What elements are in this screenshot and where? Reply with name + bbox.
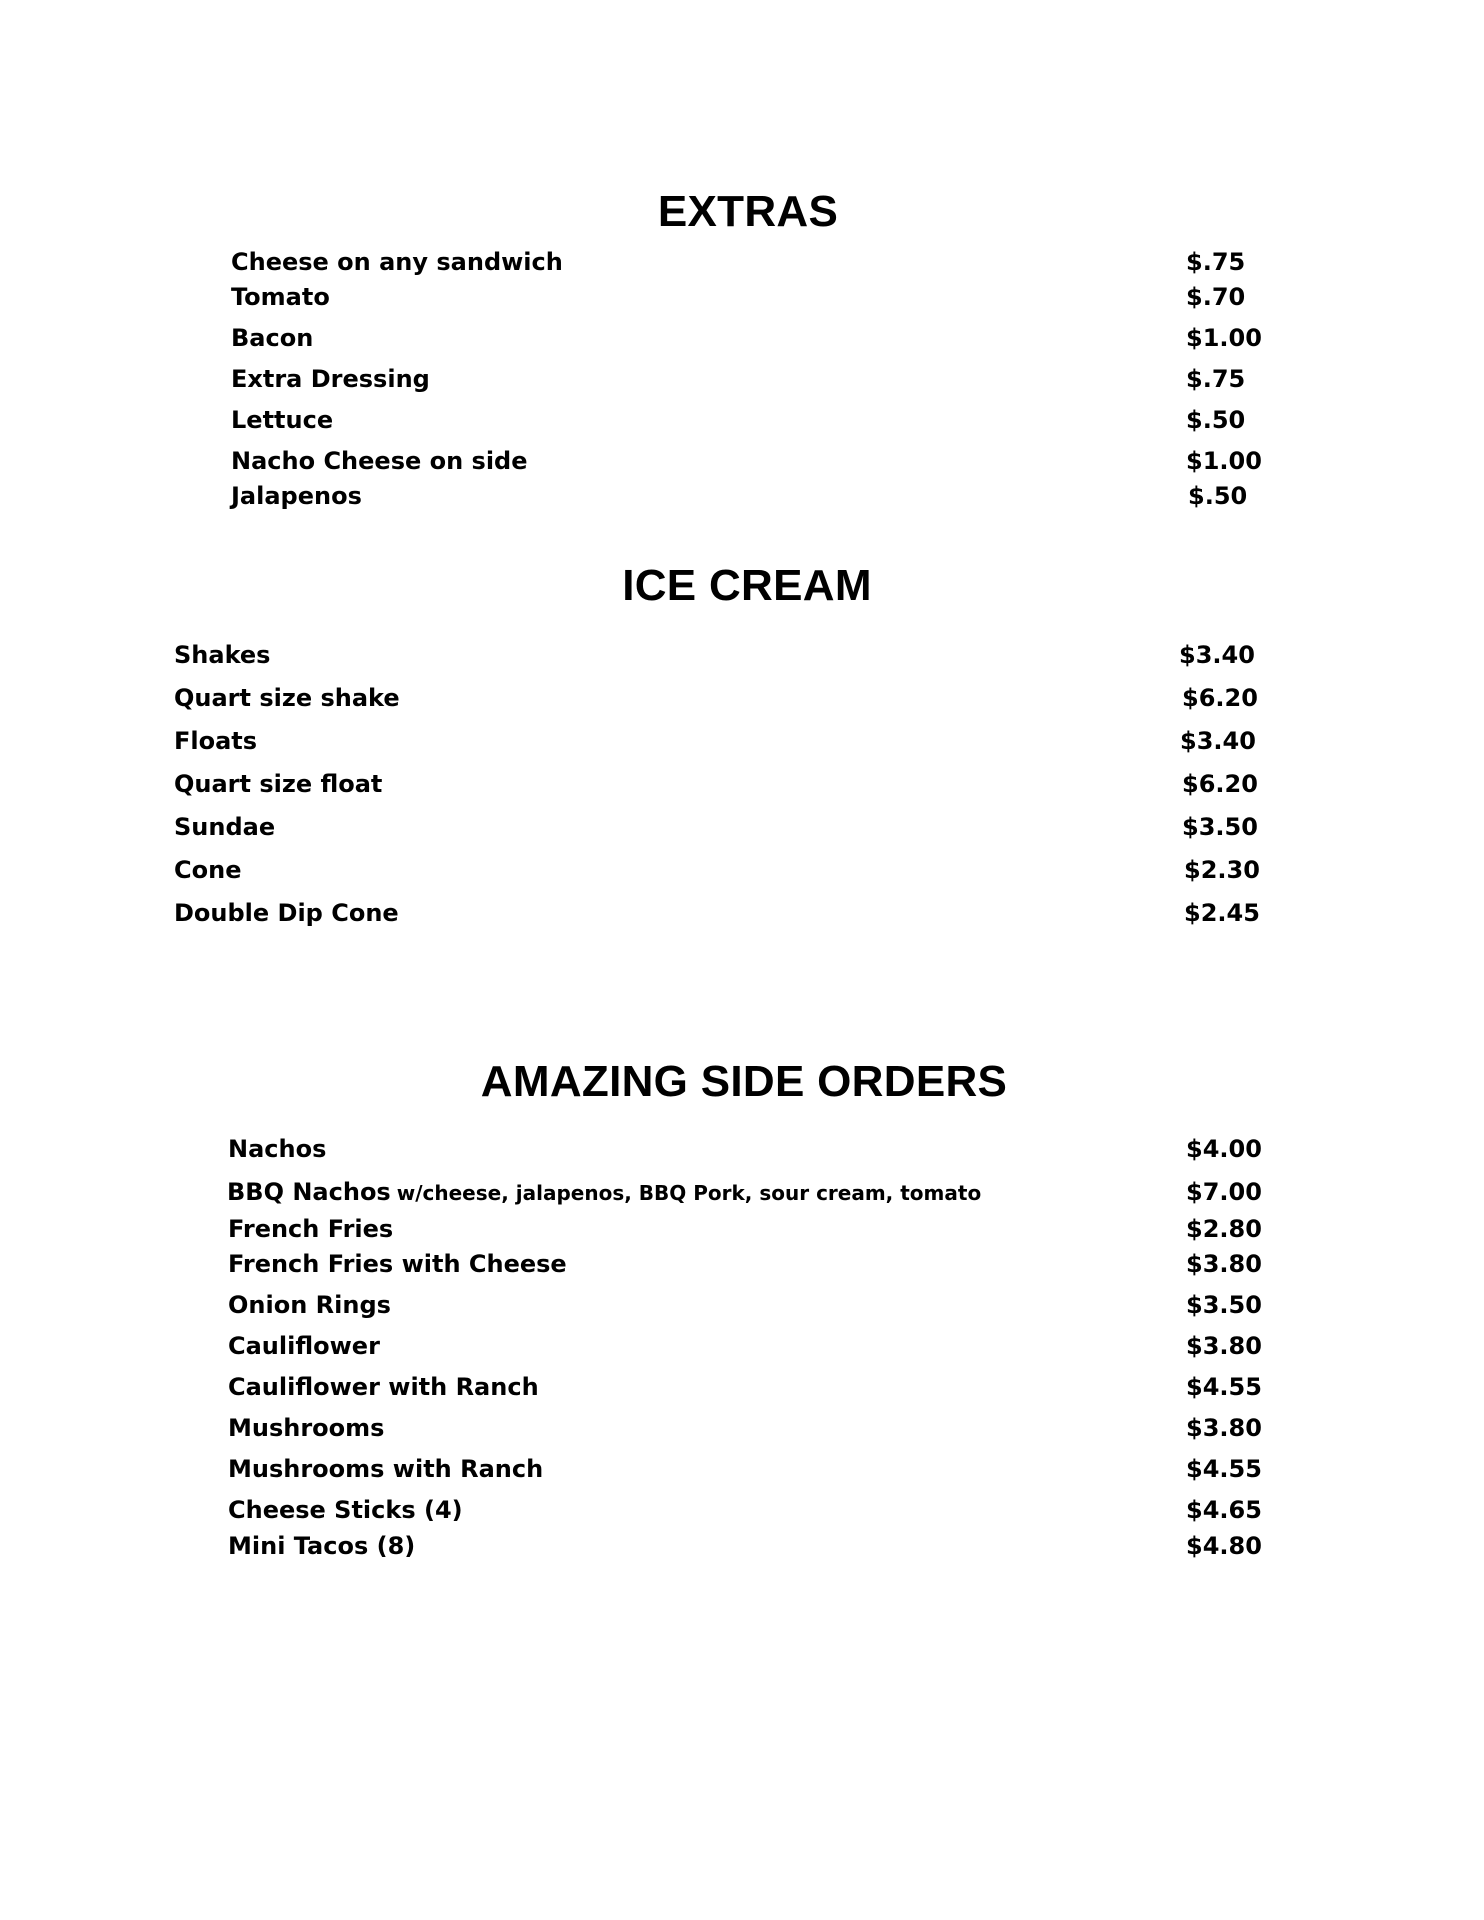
item-price: $3.40 [1180,727,1256,755]
item-name: French Fries with Cheese [228,1250,567,1278]
item-price: $4.55 [1186,1455,1262,1483]
item-price: $6.20 [1182,684,1258,712]
item-name: Cauliflower with Ranch [228,1373,539,1401]
item-price: $1.00 [1186,447,1262,475]
item-price: $.75 [1186,248,1246,276]
item-price: $4.00 [1186,1135,1262,1163]
item-name: Cauliflower [228,1332,380,1360]
item-name: Floats [174,727,258,755]
item-name: Cone [174,856,242,884]
item-price: $3.40 [1179,641,1255,669]
item-price: $2.80 [1186,1215,1262,1243]
item-name: Mushrooms with Ranch [228,1455,544,1483]
item-name: Double Dip Cone [174,899,399,927]
item-name: Nachos [228,1135,327,1163]
item-name: Shakes [174,641,271,669]
item-name: BBQ Nachos [227,1178,391,1206]
item-name: Nacho Cheese on side [231,447,528,475]
ice-cream-heading: ICE CREAM [622,561,872,610]
item-name: Lettuce [231,406,334,434]
item-name: Tomato [231,283,330,311]
item-name: Bacon [231,324,314,352]
item-price: $2.30 [1184,856,1260,884]
item-price: $3.80 [1186,1332,1262,1360]
item-price: $3.50 [1186,1291,1262,1319]
item-name: Onion Rings [228,1291,391,1319]
item-price: $.70 [1186,283,1246,311]
extras-heading: EXTRAS [657,187,839,236]
item-name: Quart size shake [174,684,400,712]
item-price: $3.80 [1186,1414,1262,1442]
item-name: Jalapenos [231,482,362,510]
item-price: $.75 [1186,365,1246,393]
item-name: Cheese Sticks (4) [228,1496,463,1524]
item-name: Quart size float [174,770,383,798]
item-price: $4.65 [1186,1496,1262,1524]
item-name: Mini Tacos (8) [228,1532,416,1560]
item-price: $1.00 [1186,324,1262,352]
item-price: $4.80 [1186,1532,1262,1560]
item-name: Sundae [174,813,276,841]
item-name: Cheese on any sandwich [231,248,563,276]
item-name: French Fries [228,1215,394,1243]
item-price: $2.45 [1184,899,1260,927]
item-price: $.50 [1186,406,1246,434]
item-price: $.50 [1188,482,1248,510]
item-price: $7.00 [1186,1178,1262,1206]
item-price: $6.20 [1182,770,1258,798]
item-price: $4.55 [1186,1373,1262,1401]
item-name: Extra Dressing [231,365,430,393]
side-orders-heading: AMAZING SIDE ORDERS [480,1057,1008,1106]
item-price: $3.50 [1182,813,1258,841]
item-price: $3.80 [1186,1250,1262,1278]
item-note: w/cheese, jalapenos, BBQ Pork, sour cream, tomato [396,1181,982,1205]
item-name: Mushrooms [228,1414,385,1442]
